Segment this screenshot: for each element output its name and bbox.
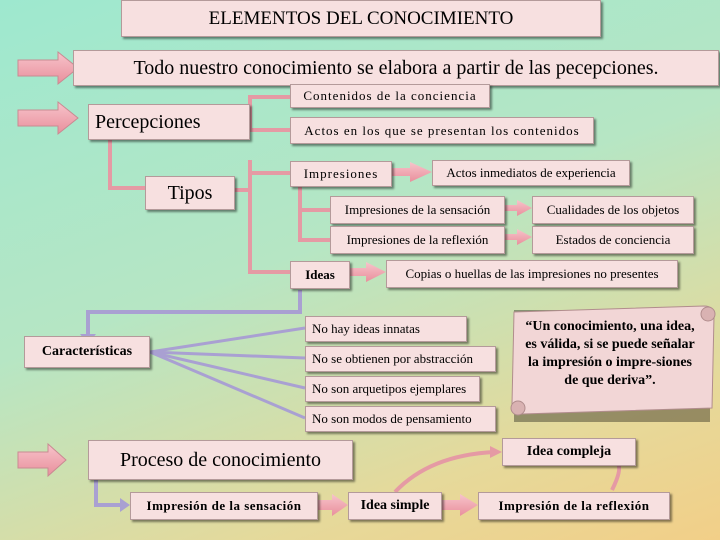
conn-tipos	[110, 140, 145, 188]
arrow-subtitle	[18, 52, 78, 84]
arrow-percepciones	[18, 102, 78, 134]
reflexion-box: Impresiones de la reflexión	[330, 226, 505, 254]
idea-simple-box: Idea simple	[348, 492, 442, 520]
caracteristica-item-1: No hay ideas innatas	[305, 316, 467, 342]
arrow-proceso	[18, 444, 66, 476]
conn-ideas-caracteristicas	[88, 290, 300, 336]
arrow-impresiones-def	[392, 162, 432, 182]
actos-box: Actos en los que se presentan los contenidos	[290, 117, 594, 144]
quote-text: “Un conocimiento, una idea, es válida, si se puede señalar la impresión o impre-siones de que deriva”.	[525, 319, 695, 388]
arrow-to-impresion-reflexion	[442, 494, 478, 516]
contenidos-box: Contenidos de la conciencia	[290, 84, 490, 108]
ideas-def-box: Copias o huellas de las impresiones no presentes	[386, 260, 678, 288]
conn-car-4	[150, 352, 305, 418]
conn-percepciones	[250, 95, 290, 130]
idea-compleja-box: Idea compleja	[502, 438, 636, 466]
conn-proceso	[96, 478, 122, 505]
arrow-sensacion-def	[505, 200, 532, 216]
percepciones-box: Percepciones	[88, 104, 250, 140]
caracteristica-item-2: No se obtienen por abstracción	[305, 346, 496, 372]
page-title: ELEMENTOS DEL CONOCIMIENTO	[121, 0, 601, 37]
ideas-box: Ideas	[290, 261, 350, 289]
arrow-ideas-def	[350, 262, 386, 282]
sensacion-def-box: Cualidades de los objetos	[532, 196, 694, 224]
impresiones-box: Impresiones	[290, 161, 392, 187]
arrow-reflexion-def	[505, 229, 532, 245]
caracteristicas-box: Características	[24, 336, 150, 368]
sensacion-box: Impresiones de la sensación	[330, 196, 505, 224]
impresion-sensacion-box: Impresión de la sensación	[130, 492, 318, 520]
impresion-reflexion-box: Impresión de la reflexión	[478, 492, 670, 520]
arrow-to-idea-simple	[318, 494, 348, 516]
impresiones-def-box: Actos inmediatos de experiencia	[432, 160, 630, 186]
subtitle-box: Todo nuestro conocimiento se elabora a partir de las pecepciones.	[73, 50, 719, 86]
conn-tipos-branches	[250, 160, 290, 272]
conn-impresiones-sub	[300, 185, 330, 240]
caracteristica-item-3: No son arquetipos ejemplares	[305, 376, 480, 402]
caracteristica-item-4: No son modos de pensamiento	[305, 406, 496, 432]
proceso-box: Proceso de conocimiento	[88, 440, 353, 480]
conn-car-1	[150, 328, 305, 352]
tipos-box: Tipos	[145, 176, 235, 210]
curve-to-idea-compleja	[395, 452, 495, 492]
reflexion-def-box: Estados de conciencia	[532, 226, 694, 254]
